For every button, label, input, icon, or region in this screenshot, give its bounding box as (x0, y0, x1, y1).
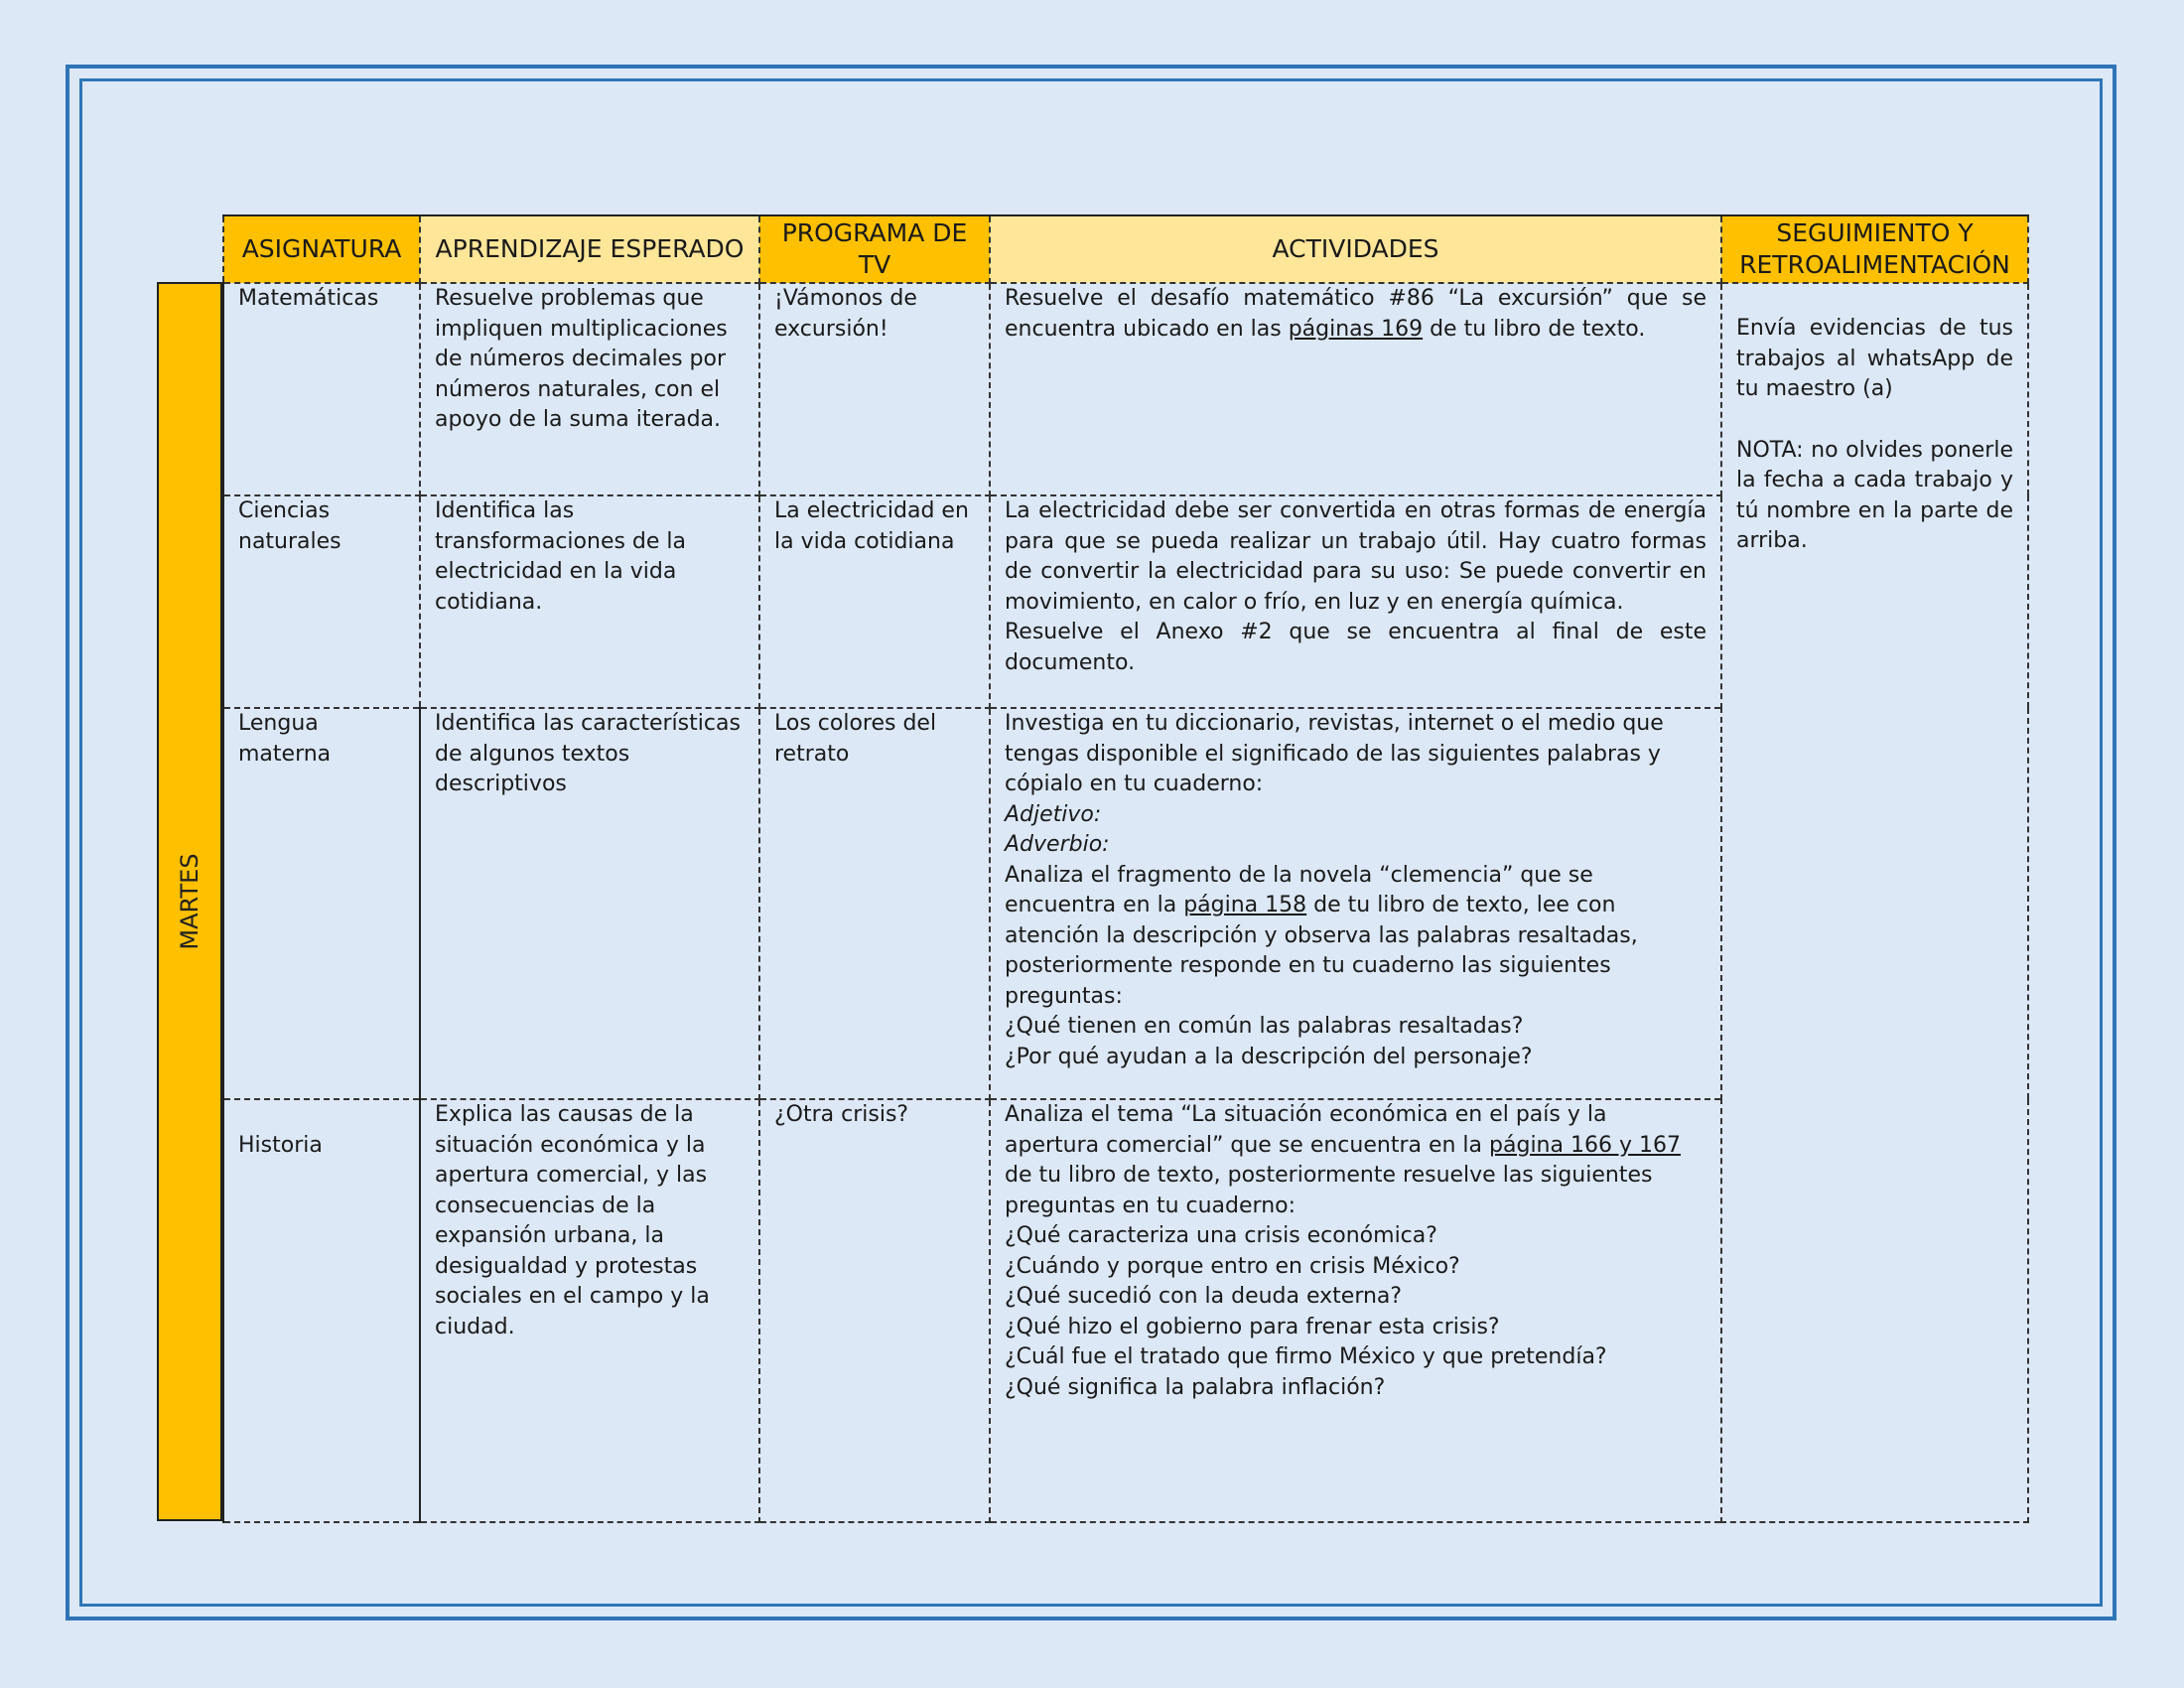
question: ¿Qué hizo el gobierno para frenar esta crisis? (1005, 1314, 1500, 1339)
expected-learning: Identifica las características de algunos textos descriptivos (435, 711, 741, 796)
expected-learning: Identifica las transformaciones de la electricidad en la vida cotidiana. (435, 498, 687, 615)
cell-asignatura (223, 708, 420, 1099)
cell-asignatura (223, 1099, 420, 1522)
activity-text: Investiga en tu diccionario, revistas, internet o el medio que tengas disponible el significado de las siguientes palabras y cópialo en tu cuaderno: (1005, 711, 1664, 796)
header-asignatura: ASIGNATURA (223, 215, 420, 283)
activity-text: Resuelve el desafío matemático #86 “La excursión” que se encuentra ubicado en las páginas 169 de tu libro de texto. (1005, 286, 1706, 342)
cell-aprendizaje (420, 283, 759, 495)
activity-text: Analiza el tema “La situación económica en el país y la apertura comercial” que se encuentra en la página 166 y 167 de tu libro de texto, posteriormente resuelve las siguientes preguntas en tu cuaderno: (1005, 1102, 1681, 1218)
cell-aprendizaje (420, 495, 759, 708)
tv-program: ¡Vámonos de excursión! (774, 286, 917, 342)
header-seguimiento: SEGUIMIENTO Y RETROALIMENTACIÓN (1721, 215, 2028, 283)
activity-text: Analiza el fragmento de la novela “clemencia” que se encuentra en la página 158 de tu libro de texto, lee con atención la descripción y observa las palabras resaltadas, posteriormente responde en tu cuaderno las siguientes preguntas: (1005, 862, 1638, 1009)
page-reference: página 158 (1183, 893, 1307, 917)
cell-programa (759, 1099, 990, 1522)
subject-name: Ciencias naturales (238, 498, 341, 554)
vocabulary-word: Adverbio: (1005, 832, 1110, 857)
feedback-note: NOTA: no olvides ponerle la fecha a cada trabajo y tú nombre en la parte de arriba. (1736, 437, 2013, 553)
cell-programa (759, 708, 990, 1099)
cell-asignatura (223, 283, 420, 495)
subject-name: Lengua materna (238, 711, 332, 767)
cell-seguimiento (1721, 283, 2028, 1522)
header-row (223, 215, 2028, 283)
question: ¿Por qué ayudan a la descripción del personaje? (1005, 1044, 1533, 1069)
vocabulary-word: Adjetivo: (1005, 801, 1102, 827)
tv-program: ¿Otra crisis? (774, 1102, 909, 1127)
cell-asignatura (223, 495, 420, 708)
cell-actividades (990, 708, 1721, 1099)
cell-actividades (990, 1099, 1721, 1522)
activity-text: La electricidad debe ser convertida en otras formas de energía para que se pueda realizar un trabajo útil. Hay cuatro formas de convertir la electricidad para su uso: Se puede convertir en movimiento, en calor o frío, en luz y en energía química. (1005, 498, 1706, 615)
table-row (223, 283, 2028, 495)
activity-text: Resuelve el Anexo #2 que se encuentra al final de este documento. (1005, 620, 1706, 675)
page-reference: páginas 169 (1288, 316, 1424, 342)
cell-programa (759, 283, 990, 495)
header-aprendizaje: APRENDIZAJE ESPERADO (420, 215, 759, 283)
day-bar (157, 282, 222, 1521)
page-reference: página 166 y 167 (1489, 1132, 1681, 1158)
question: ¿Qué significa la palabra inflación? (1005, 1374, 1386, 1400)
question: ¿Qué sucedió con la deuda externa? (1005, 1284, 1403, 1309)
subject-name: Matemáticas (238, 286, 379, 311)
question: ¿Cuál fue el tratado que firmo México y que pretendía? (1005, 1344, 1607, 1369)
day-label: MARTES (176, 853, 204, 950)
cell-programa (759, 495, 990, 708)
cell-actividades (990, 283, 1721, 495)
feedback-instructions: Envía evidencias de tus trabajos al whatsApp de tu maestro (a) (1736, 316, 2013, 401)
expected-learning: Resuelve problemas que impliquen multiplicaciones de números decimales por números naturales, con el apoyo de la suma iterada. (435, 286, 728, 432)
tv-program: Los colores del retrato (774, 711, 937, 767)
header-actividades: ACTIVIDADES (990, 215, 1721, 283)
cell-actividades (990, 495, 1721, 708)
cell-aprendizaje (420, 708, 759, 1099)
question: ¿Cuándo y porque entro en crisis México? (1005, 1253, 1460, 1279)
question: ¿Qué caracteriza una crisis económica? (1005, 1223, 1437, 1248)
expected-learning: Explica las causas de la situación económica y la apertura comercial, y las consecuencias de la expansión urbana, la desigualdad y protestas sociales en el campo y la ciudad. (435, 1102, 710, 1339)
tv-program: La electricidad en la vida cotidiana (774, 498, 969, 554)
subject-name: Historia (238, 1133, 323, 1158)
header-programa: PROGRAMA DE TV (759, 215, 990, 283)
lesson-plan-table (222, 214, 2029, 1523)
question: ¿Qué tienen en común las palabras resaltadas? (1005, 1014, 1524, 1039)
cell-aprendizaje (420, 1099, 759, 1522)
